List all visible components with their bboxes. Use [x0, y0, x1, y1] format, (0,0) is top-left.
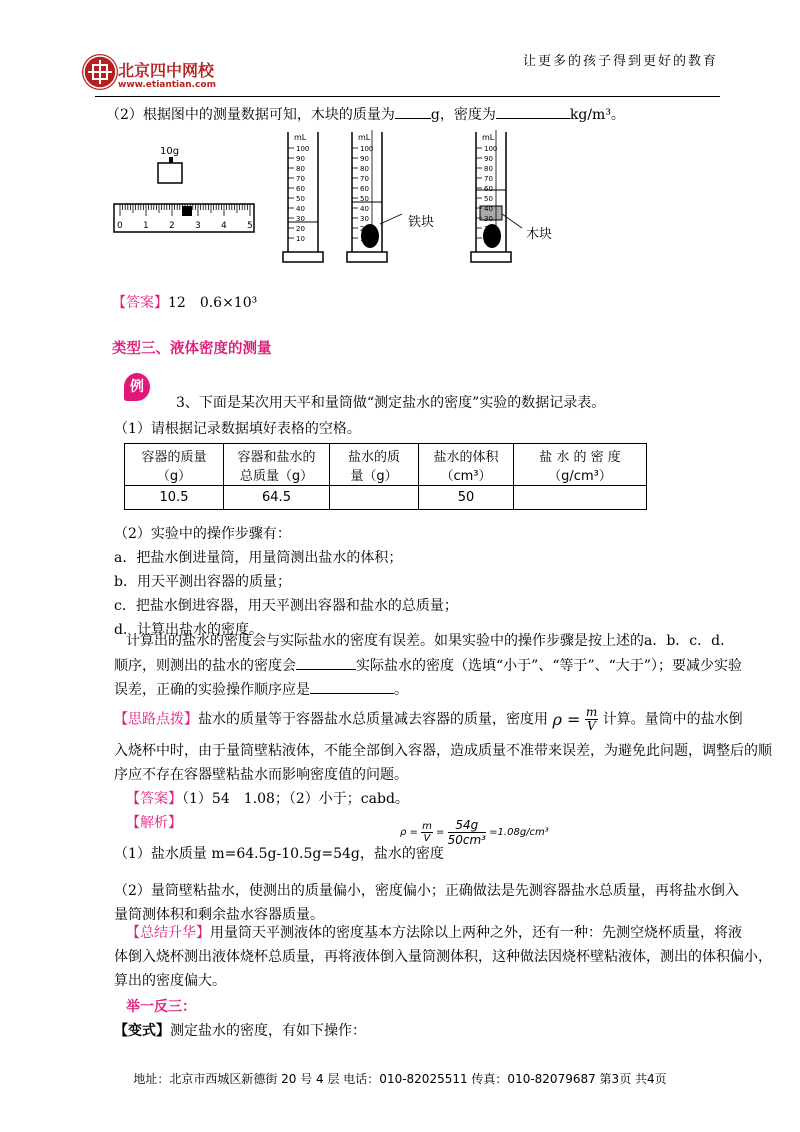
answer-2: 【答案】（1）54 1.08；（2）小于；cabd。 [126, 791, 409, 807]
cylinder-tick-label: 20 [296, 225, 305, 233]
cylinder-tick-label: 90 [296, 155, 305, 163]
table-header: 盐水的体积 （cm³） [419, 444, 514, 486]
wood-label: 木块 [526, 227, 553, 242]
cylinder-tick-label: 20 [360, 225, 369, 233]
table-cell: 10.5 [125, 486, 224, 510]
cylinder-tick-label: 80 [296, 165, 305, 173]
table-cell [514, 486, 647, 510]
cylinder-tick-label: 70 [360, 175, 369, 183]
table-cell: 64.5 [224, 486, 330, 510]
cylinder-tick-label: 100 [296, 145, 310, 153]
hint-line-2: 入烧杯中时，由于量筒壁粘液体，不能全部倒入容器，造成质量不准带来误差，为避免此问题，调整后的顺 [114, 743, 772, 759]
cylinder-tick-label: 10 [484, 235, 493, 243]
measurement-figure [112, 124, 672, 270]
cylinder-tick-label: 60 [296, 185, 305, 193]
cylinder-tick-label: 50 [296, 195, 305, 203]
cylinder-tick-label: 60 [484, 185, 493, 193]
step-b: b．用天平测出容器的质量； [114, 574, 291, 590]
ruler-tick-label: 2 [169, 221, 175, 231]
cylinder-tick-label: 80 [484, 165, 493, 173]
cylinder-tick-label: 70 [484, 175, 493, 183]
step-d: d．计算出盐水的密度。 [114, 622, 263, 638]
header-rule [95, 96, 720, 97]
table-header: 容器的质量 （g） [125, 444, 224, 486]
cylinder-tick-label: 60 [360, 185, 369, 193]
answer-1: 【答案】12 0.6×10³ [112, 295, 258, 311]
logo-text: 北京四中网校 [118, 61, 215, 80]
cylinder-unit: mL [482, 133, 495, 142]
header-slogan: 让更多的孩子得到更好的教育 [522, 54, 718, 69]
para-2: 顺序，则测出的盐水的密度会 实际盐水的密度（选填“小于”、“等于”、“大于”）；要减少实验 [114, 655, 742, 675]
step-c: c．把盐水倒进容器，用天平测出容器和盐水的总质量； [114, 598, 458, 614]
ruler-tick-label: 4 [221, 221, 227, 231]
cylinder-tick-label: 40 [296, 205, 305, 213]
ruler-tick-label: 3 [195, 221, 201, 231]
cylinder-tick-label: 20 [484, 225, 493, 233]
para-1: 计算出的盐水的密度会与实际盐水的密度有误差。如果实验中的操作步骤是按上述的a．b．c．d． [126, 633, 735, 649]
logo-url: www.etiantian.com [118, 80, 216, 90]
cylinder-unit: mL [358, 133, 371, 142]
cylinder-tick-label: 40 [360, 205, 369, 213]
summary-line-3: 算出的密度偏大。 [114, 973, 226, 989]
record-table [124, 443, 647, 510]
example-icon: 例 [124, 373, 150, 401]
summary-line-2: 体倒入烧杯测出液体烧杯总质量，再将液体倒入量筒测体积，这种做法因烧杯壁粘液体，测出的体积偏小， [114, 949, 772, 965]
logo-emblem [82, 54, 118, 90]
cylinder-iron [347, 130, 402, 262]
cylinder-tick-label: 100 [484, 145, 498, 153]
q2-line: （2）根据图中的测量数据可知，木块的质量为 g，密度为 kg/m³。 [106, 104, 625, 124]
analysis-line-2: （2）量筒壁粘盐水，使测出的质量偏小，密度偏小；正确做法是先测容器盐水总质量，再将盐水倒入 [114, 883, 739, 899]
example-3-text: 3、下面是某次用天平和量筒做“测定盐水的密度”实验的数据记录表。 [176, 395, 606, 411]
para-3: 误差，正确的实验操作顺序应是 。 [114, 679, 408, 699]
analysis-line-3: 量筒测体积和剩余盐水容器质量。 [114, 907, 324, 923]
cylinder-tick-label: 40 [484, 205, 493, 213]
cylinder-tick-label: 30 [360, 215, 369, 223]
cylinder-tick-label: 30 [484, 215, 493, 223]
analysis-line-1: （1）盐水质量 m=64.5g-10.5g=54g，盐水的密度 [114, 846, 444, 862]
table-cell [330, 486, 419, 510]
cylinder-tick-label: 30 [296, 215, 305, 223]
ruler-tick-label: 1 [143, 221, 149, 231]
density-formula: ρ = $\frac{m}{V}$ = $\frac{54g}{\text{50cm³}}$ =1.08g/cm³ [400, 818, 549, 847]
cylinder-tick-label: 90 [484, 155, 493, 163]
cylinder-unit: mL [294, 133, 307, 142]
weight-label: 10g [160, 146, 180, 157]
section-3-title: 类型三、液体密度的测量 [112, 341, 272, 357]
table-header: 盐 水 的 密 度 （g/cm³） [514, 444, 647, 486]
cylinder-tick-label: 90 [360, 155, 369, 163]
cylinder-tick-label: 50 [360, 195, 369, 203]
q3-1-text: （1）请根据记录数据填好表格的空格。 [114, 421, 361, 437]
cylinder-tick-label: 70 [296, 175, 305, 183]
ruler [114, 204, 254, 232]
cylinder-tick-label: 10 [360, 235, 369, 243]
table-cell: 50 [419, 486, 514, 510]
cylinder-tick-label: 10 [296, 235, 305, 243]
step-a: a．把盐水倒进量筒，用量筒测出盐水的体积； [114, 550, 403, 566]
ruler-tick-label: 0 [117, 221, 123, 231]
analysis-tag: 【解析】 [126, 815, 182, 831]
variant-line: 【变式】测定盐水的密度，有如下操作： [114, 1023, 366, 1039]
summary-line-1: 【总结升华】用量筒天平测液体的密度基本方法除以上两种之外，还有一种：先测空烧杯质量，将液 [126, 925, 742, 941]
page-footer: 地址：北京市西城区新德街 20 号 4 层 电话：010-82025511 传真：010-82079687 第3页 共4页 [133, 1072, 667, 1086]
table-header: 容器和盐水的 总质量（g） [224, 444, 330, 486]
cylinder-tick-label: 50 [484, 195, 493, 203]
ruler-tick-label: 5 [247, 221, 253, 231]
table-header: 盐水的质 量（g） [330, 444, 419, 486]
cylinder-tick-label: 80 [360, 165, 369, 173]
hint-line-3: 序应不存在容器壁粘盐水而影响密度值的问题。 [114, 767, 408, 783]
cylinder-tick-label: 100 [360, 145, 374, 153]
q3-2-intro: （2）实验中的操作步骤有： [114, 526, 291, 542]
hint-line-1: 【思路点拨】盐水的质量等于容器盐水总质量减去容器的质量，密度用 ρ = $\frac{m}{V}$ 计算。量筒中的盐水倒 [114, 705, 743, 733]
practice-title: 举一反三： [126, 999, 196, 1015]
iron-label: 铁块 [408, 215, 435, 230]
